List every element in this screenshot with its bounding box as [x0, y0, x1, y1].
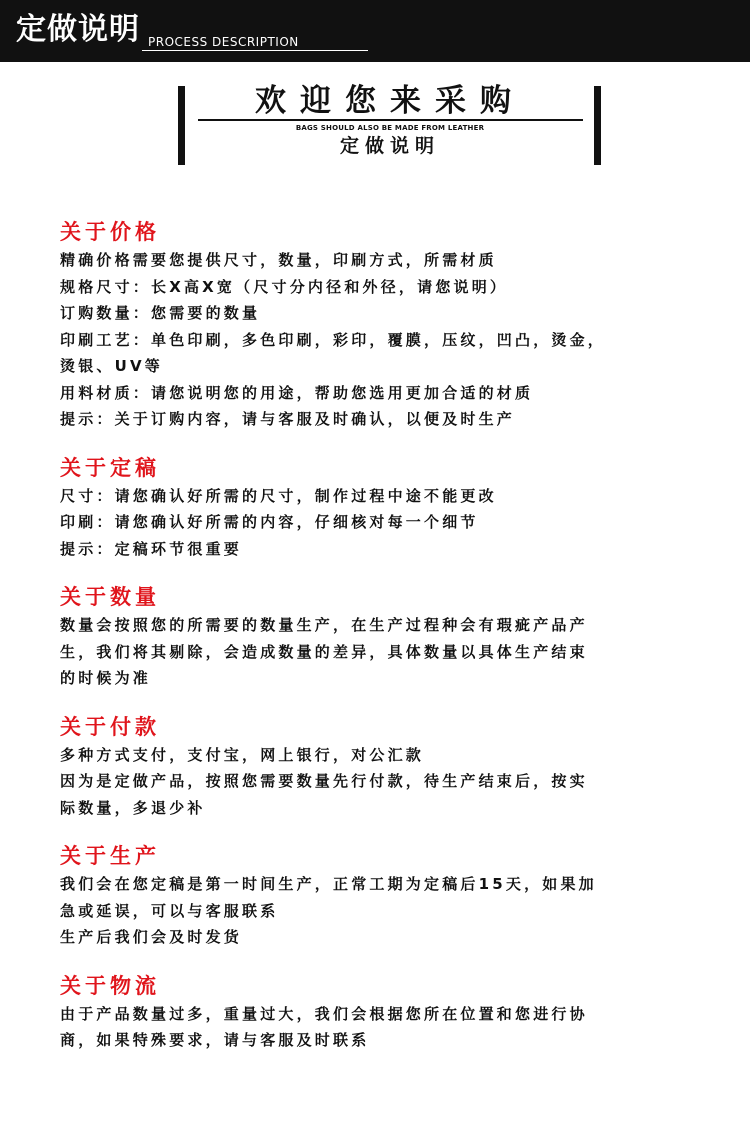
- banner-right-bar: [594, 86, 601, 165]
- section-line: 提示：关于订购内容，请与客服及时确认，以便及时生产: [60, 410, 516, 428]
- section-logistics: [60, 972, 710, 1054]
- section-line: 商，如果特殊要求，请与客服及时联系: [60, 1031, 370, 1049]
- section-line: 的时候为准: [60, 669, 152, 687]
- section-production: [60, 842, 710, 951]
- section-title: 关于定稿: [60, 455, 160, 480]
- banner-left-bar: [178, 86, 185, 165]
- section-title: 关于数量: [60, 585, 160, 609]
- section-draft: [60, 454, 710, 563]
- header-underline: [142, 50, 368, 51]
- section-line: 规格尺寸：长X高X宽（尺寸分内径和外径，请您说明）: [60, 277, 509, 296]
- content: [60, 218, 710, 1075]
- section-line: 多种方式支付，支付宝，网上银行，对公汇款: [60, 745, 425, 764]
- section-line: 我们会在您定稿是第一时间生产，正常工期为定稿后15天，如果加: [60, 875, 597, 893]
- section-title: 关于物流: [60, 973, 160, 998]
- section-line: 生产后我们会及时发货: [60, 928, 243, 946]
- section-line: 急或延误，可以与客服联系: [60, 901, 279, 920]
- section-line: 际数量，多退少补: [60, 798, 206, 817]
- section-line: 数量会按照您的所需要的数量生产，在生产过程种会有瑕疵产品产: [60, 616, 588, 634]
- section-line: 印刷：请您确认好所需的内容，仔细核对每一个细节: [60, 513, 479, 531]
- section-title: 关于付款: [60, 714, 160, 739]
- banner-english-tagline: BAGS SHOULD ALSO BE MADE FROM LEATHER: [295, 124, 485, 132]
- section-price: [60, 218, 710, 433]
- section-line: 印刷工艺：单色印刷，多色印刷，彩印，覆膜，压纹，凹凸，烫金，: [60, 330, 607, 349]
- banner-title: 欢迎您来采购: [255, 83, 525, 119]
- section-payment: [60, 713, 710, 822]
- section-line: 因为是定做产品，按照您需要数量先行付款，待生产结束后，按实: [60, 772, 588, 790]
- section-title: 关于价格: [60, 220, 160, 244]
- section-line: 生，我们将其剔除，会造成数量的差异，具体数量以具体生产结束: [60, 642, 588, 661]
- section-line: 精确价格需要您提供尺寸，数量，印刷方式，所需材质: [60, 251, 497, 269]
- header-bar: [0, 0, 750, 62]
- section-title: 关于生产: [60, 844, 160, 868]
- section-line: 订购数量：您需要的数量: [60, 304, 261, 322]
- section-line: 烫银、UV等: [60, 357, 163, 375]
- section-line: 用料材质：请您说明您的用途，帮助您选用更加合适的材质: [60, 383, 534, 402]
- banner-rule: [198, 119, 583, 121]
- header-subtitle: PROCESS DESCRIPTION: [148, 35, 299, 49]
- section-quantity: [60, 583, 710, 692]
- header-title: 定做说明: [16, 12, 140, 47]
- section-line: 尺寸：请您确认好所需的尺寸，制作过程中途不能更改: [60, 486, 497, 505]
- banner-subtitle: 定做说明: [339, 135, 440, 157]
- section-line: 提示：定稿环节很重要: [60, 539, 243, 558]
- section-line: 由于产品数量过多，重量过大，我们会根据您所在位置和您进行协: [60, 1004, 588, 1023]
